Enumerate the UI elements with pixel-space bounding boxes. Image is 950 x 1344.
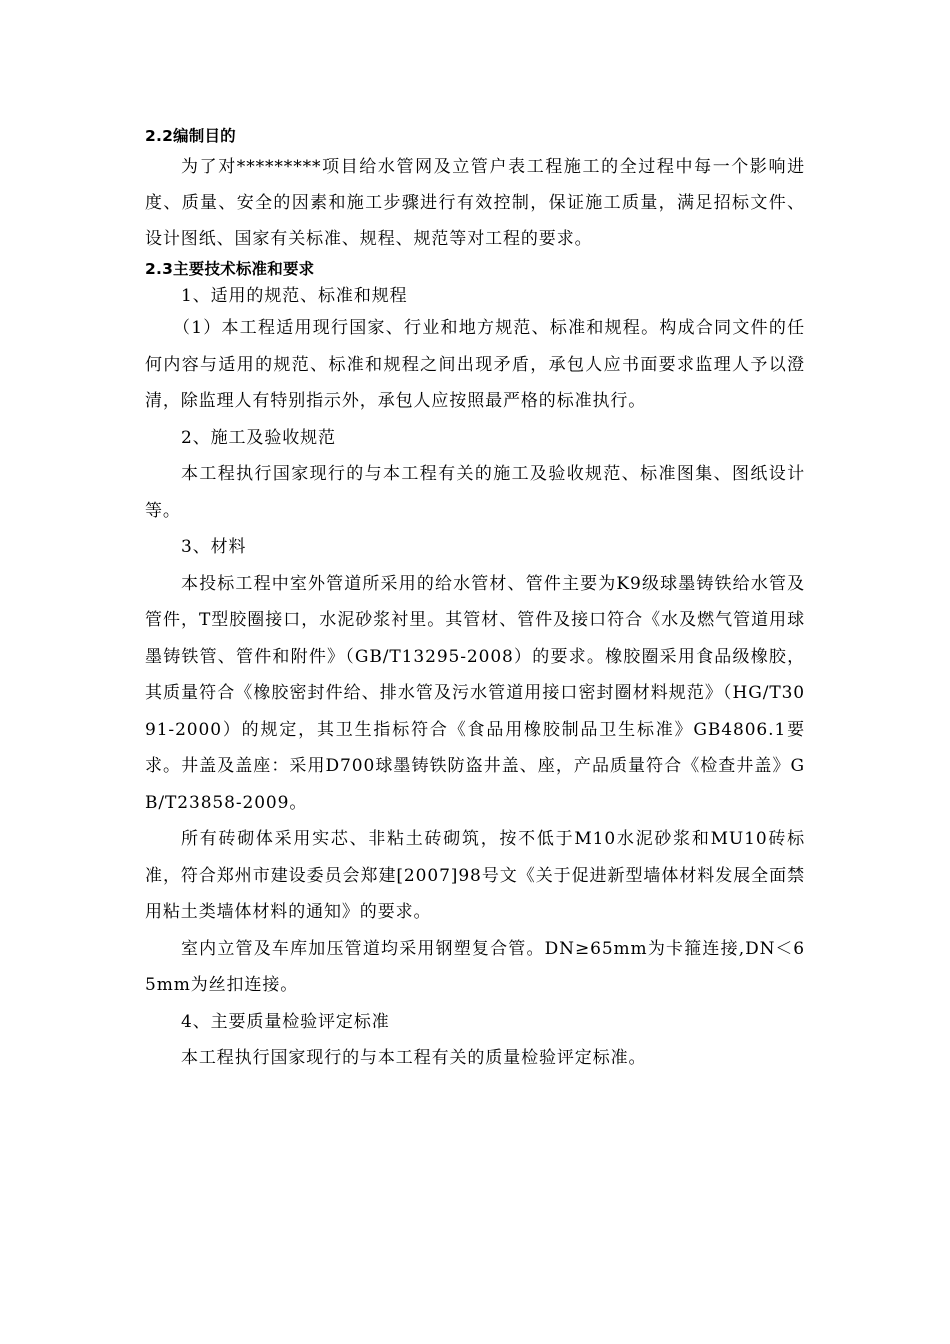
section-heading-2-2: 2.2编制目的 [145,127,236,145]
item-acceptance-specs: 2、施工及验收规范 [181,427,336,448]
paragraph-materials-pipes: 本投标工程中室外管道所采用的给水管材、管件主要为K9级球墨铸铁给水管及管件，T型胶圈接口，水泥砂浆衬里。其管材、管件及接口符合《水及燃气管道用球墨铸铁管、管件和附件》（GB/T13295-2008）的要求。橡胶圈采用食品级橡胶，其质量符合《橡胶密封件给、排水管及污水管道用接口密封圈材料规范》（HG/T3091-2000）的规定，其卫生指标符合《食品用橡胶制品卫生标准》GB4806.1要求。井盖及盖座：采用D700球墨铸铁防盗井盖、座，产品质量符合《检查井盖》GB/T23858-2009。 [145,573,805,813]
paragraph-materials-indoor: 室内立管及车库加压管道均采用钢塑复合管。DN≥65mm为卡箍连接,DN＜65mm为丝扣连接。 [145,938,805,995]
paragraph-acceptance-specs: 本工程执行国家现行的与本工程有关的施工及验收规范、标准图集、图纸设计等。 [145,464,805,521]
paragraph-quality-standards: 本工程执行国家现行的与本工程有关的质量检验评定标准。 [181,1048,647,1068]
document-body [145,124,805,1077]
item-quality-standards: 4、主要质量检验评定标准 [181,1011,390,1032]
section-heading-2-3: 2.3主要技术标准和要求 [145,260,315,278]
item-applicable-standards: 1、适用的规范、标准和规程 [181,286,408,306]
paragraph-purpose: 为了对*********项目给水管网及立管户表工程施工的全过程中每一个影响进度、质量、安全的因素和施工步骤进行有效控制，保证施工质量，满足招标文件、设计图纸、国家有关标准、规程、规范等对工程的要求。 [145,157,805,249]
paragraph-materials-masonry: 所有砖砌体采用实芯、非粘土砖砌筑，按不低于M10水泥砂浆和MU10砖标准，符合郑州市建设委员会郑建[2007]98号文《关于促进新型墙体材料发展全面禁用粘土类墙体材料的通知》的要求。 [145,829,805,922]
paragraph-applicable-standards: （1）本工程适用现行国家、行业和地方规范、标准和规程。构成合同文件的任何内容与适用的规范、标准和规程之间出现矛盾，承包人应书面要求监理人予以澄清，除监理人有特别指示外，承包人应按照最严格的标准执行。 [145,318,805,411]
item-materials: 3、材料 [181,537,247,557]
